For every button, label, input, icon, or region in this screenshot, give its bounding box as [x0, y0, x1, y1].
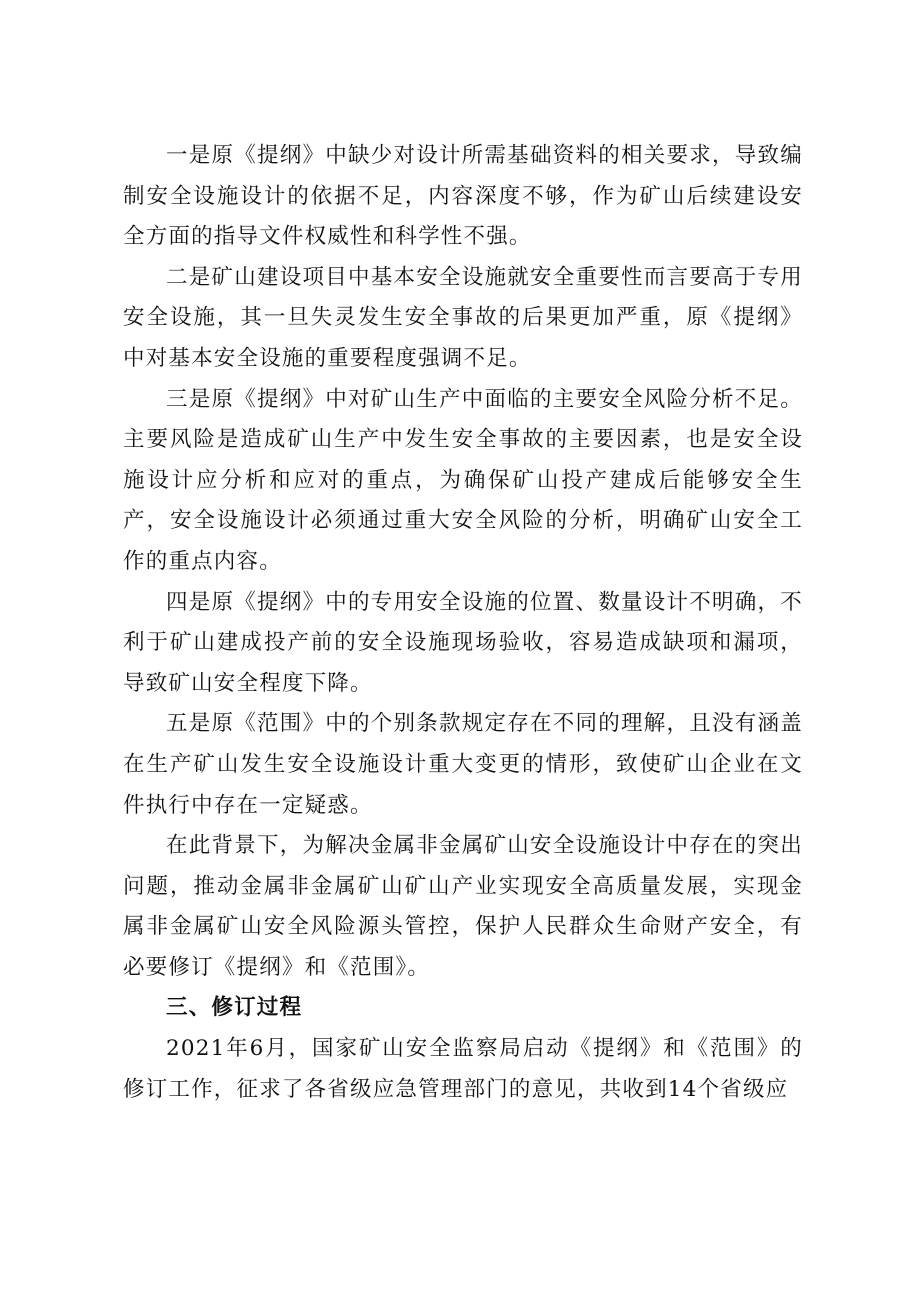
paragraph-1: 一是原《提纲》中缺少对设计所需基础资料的相关要求，导致编制安全设施设计的依据不足，内容深度不够，作为矿山后续建设安全方面的指导文件权威性和科学性不强。 [123, 143, 803, 250]
paragraph-7: 2021年6月，国家矿山安全监察局启动《提纲》和《范围》的修订工作，征求了各省级应急管理部门的意见，共收到14个省级应 [123, 1036, 803, 1102]
section-heading: 三、修订过程 [166, 995, 303, 1021]
paragraph-5: 五是原《范围》中的个别条款规定存在不同的理解，且没有涵盖在生产矿山发生安全设施设计重大变更的情形，致使矿山企业在文件执行中存在一定疑惑。 [123, 711, 803, 818]
paragraph-2: 二是矿山建设项目中基本安全设施就安全重要性而言要高于专用安全设施，其一旦失灵发生安全事故的后果更加严重，原《提纲》中对基本安全设施的重要程度强调不足。 [123, 264, 803, 371]
paragraph-4: 四是原《提纲》中的专用安全设施的位置、数量设计不明确，不利于矿山建成投产前的安全设施现场验收，容易造成缺项和漏项，导致矿山安全程度下降。 [123, 589, 803, 696]
paragraph-3: 三是原《提纲》中对矿山生产中面临的主要安全风险分析不足。主要风险是造成矿山生产中发生安全事故的主要因素，也是安全设施设计应分析和应对的重点，为确保矿山投产建成后能够安全生产，安全设施设计必须通过重大安全风险的分析，明确矿山安全工作的重点内容。 [123, 386, 803, 574]
paragraph-6: 在此背景下，为解决金属非金属矿山安全设施设计中存在的突出问题，推动金属非金属矿山矿山产业实现安全高质量发展，实现金属非金属矿山安全风险源头管控，保护人民群众生命财产安全，有必要修订《提纲》和《范围》。 [123, 833, 803, 980]
document-body [123, 136, 803, 1110]
